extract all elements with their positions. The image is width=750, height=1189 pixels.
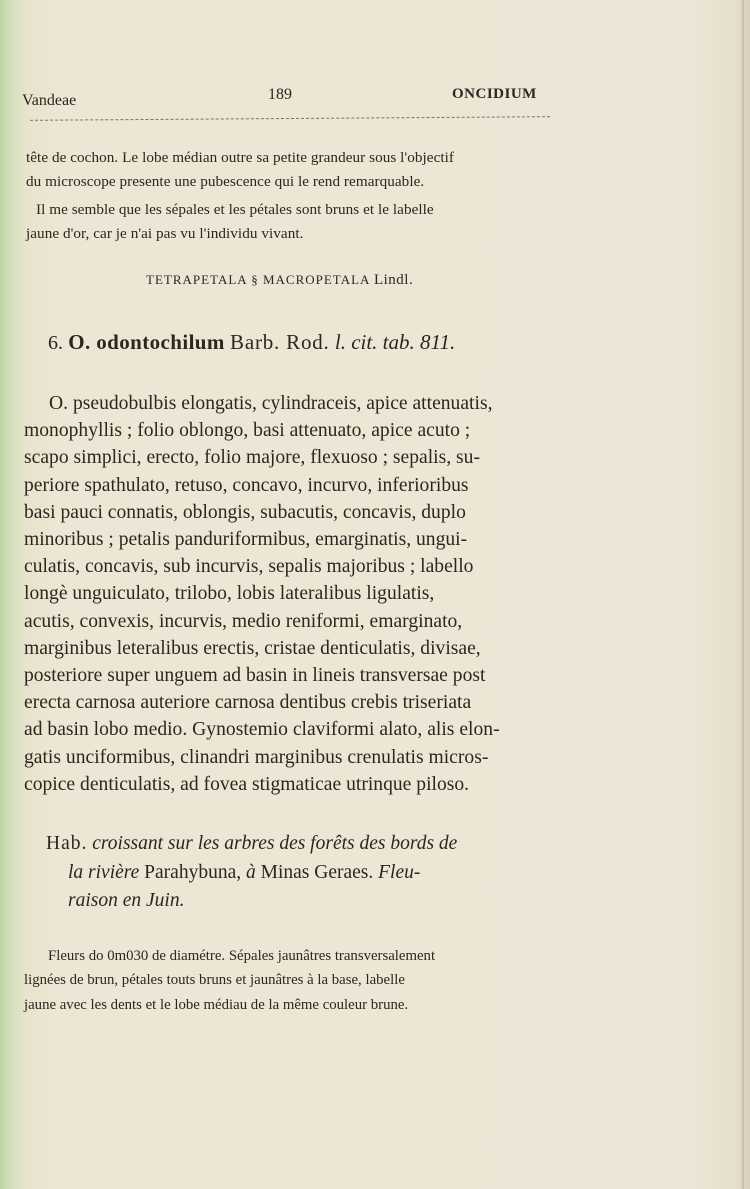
latin-line: culatis, concavis, sub incurvis, sepalis majoribus ; labello	[24, 556, 474, 578]
note-line: Fleurs do 0m030 de diamétre. Sépales jaunâtres transversalement	[48, 948, 436, 964]
running-header	[0, 86, 750, 116]
habitat-text: croissant sur les arbres des forêts des bords de	[92, 833, 458, 854]
latin-line: copice denticulatis, ad fovea stigmaticae utrinque piloso.	[24, 773, 470, 795]
latin-line: longè unguiculato, trilobo, lobis lateralibus ligulatis,	[24, 583, 435, 605]
intro-line: jaune d'or, car je n'ai pas vu l'individu vivant.	[26, 224, 304, 242]
habitat-place: Parahybuna,	[144, 861, 242, 883]
flower-note	[24, 944, 552, 1017]
species-author: Barb. Rod.	[230, 330, 330, 354]
species-reference: l. cit. tab. 811.	[334, 330, 456, 354]
latin-line: ad basin lobo medio. Gynostemio claviformi alato, alis elon-	[24, 719, 500, 741]
latin-line: monophyllis ; folio oblongo, basi attenuato, apice acuto ;	[24, 420, 471, 442]
latin-line: O. pseudobulbis elongatis, cylindraceis, apice attenuatis,	[49, 393, 493, 414]
intro-line: tête de cochon. Le lobe médian outre sa petite grandeur sous l'objectif	[26, 149, 455, 166]
latin-line: marginibus leteralibus erectis, cristae denticulatis, divisae,	[24, 637, 481, 659]
latin-line: scapo simplici, erecto, folio majore, flexuoso ; sepalis, su-	[24, 447, 480, 469]
habitat-text: à	[245, 861, 256, 883]
latin-line: acutis, convexis, incurvis, medio reniformi, emarginato,	[24, 610, 463, 632]
section-heading-author: Lindl.	[373, 272, 414, 288]
header-rule	[30, 116, 550, 121]
section-heading	[146, 272, 413, 289]
species-name: O. odontochilum	[68, 330, 225, 354]
latin-line: basi pauci connatis, oblongis, subacutis, concavis, duplo	[24, 501, 466, 523]
intro-line: du microscope presente une pubescence qui le rend remarquable.	[26, 172, 425, 190]
latin-line: erecta carnosa auteriore carnosa dentibus crebis triseriata	[24, 692, 472, 714]
latin-line: gatis unciformibus, clinandri marginibus crenulatis micros-	[24, 746, 489, 768]
habitat-paragraph	[46, 830, 457, 916]
latin-description	[24, 390, 552, 798]
habitat-label: Hab.	[46, 833, 88, 854]
running-title-right: ONCIDIUM	[452, 86, 537, 102]
page-edge	[742, 0, 744, 1189]
habitat-line	[46, 887, 457, 916]
habitat-text: raison en Juin.	[68, 890, 185, 912]
habitat-text: Fleu-	[378, 861, 421, 883]
species-heading	[48, 330, 455, 355]
page-number: 189	[268, 86, 292, 103]
intro-line: Il me semble que les sépales et les pétales sont bruns et le labelle	[36, 201, 434, 218]
latin-line: periore spathulato, retuso, concavo, incurvo, inferioribus	[24, 474, 469, 496]
note-line: lignées de brun, pétales touts bruns et jaunâtres à la base, labelle	[24, 972, 405, 989]
latin-line: minoribus ; petalis panduriformibus, emarginatis, ungui-	[24, 529, 468, 551]
intro-paragraph	[24, 146, 552, 240]
note-line: jaune avec les dents et le lobe médiau de la même couleur brune.	[24, 996, 409, 1013]
habitat-text: la rivière	[68, 861, 140, 883]
species-number: 6.	[48, 332, 63, 354]
habitat-line	[46, 830, 457, 859]
section-heading-text: TETRAPETALA § MACROPETALA	[146, 272, 370, 287]
latin-line: posteriore super unguem ad basin in lineis transversae post	[24, 665, 486, 687]
running-title-left: Vandeae	[22, 92, 77, 109]
habitat-line	[46, 859, 457, 888]
habitat-place: Minas Geraes.	[260, 861, 374, 883]
